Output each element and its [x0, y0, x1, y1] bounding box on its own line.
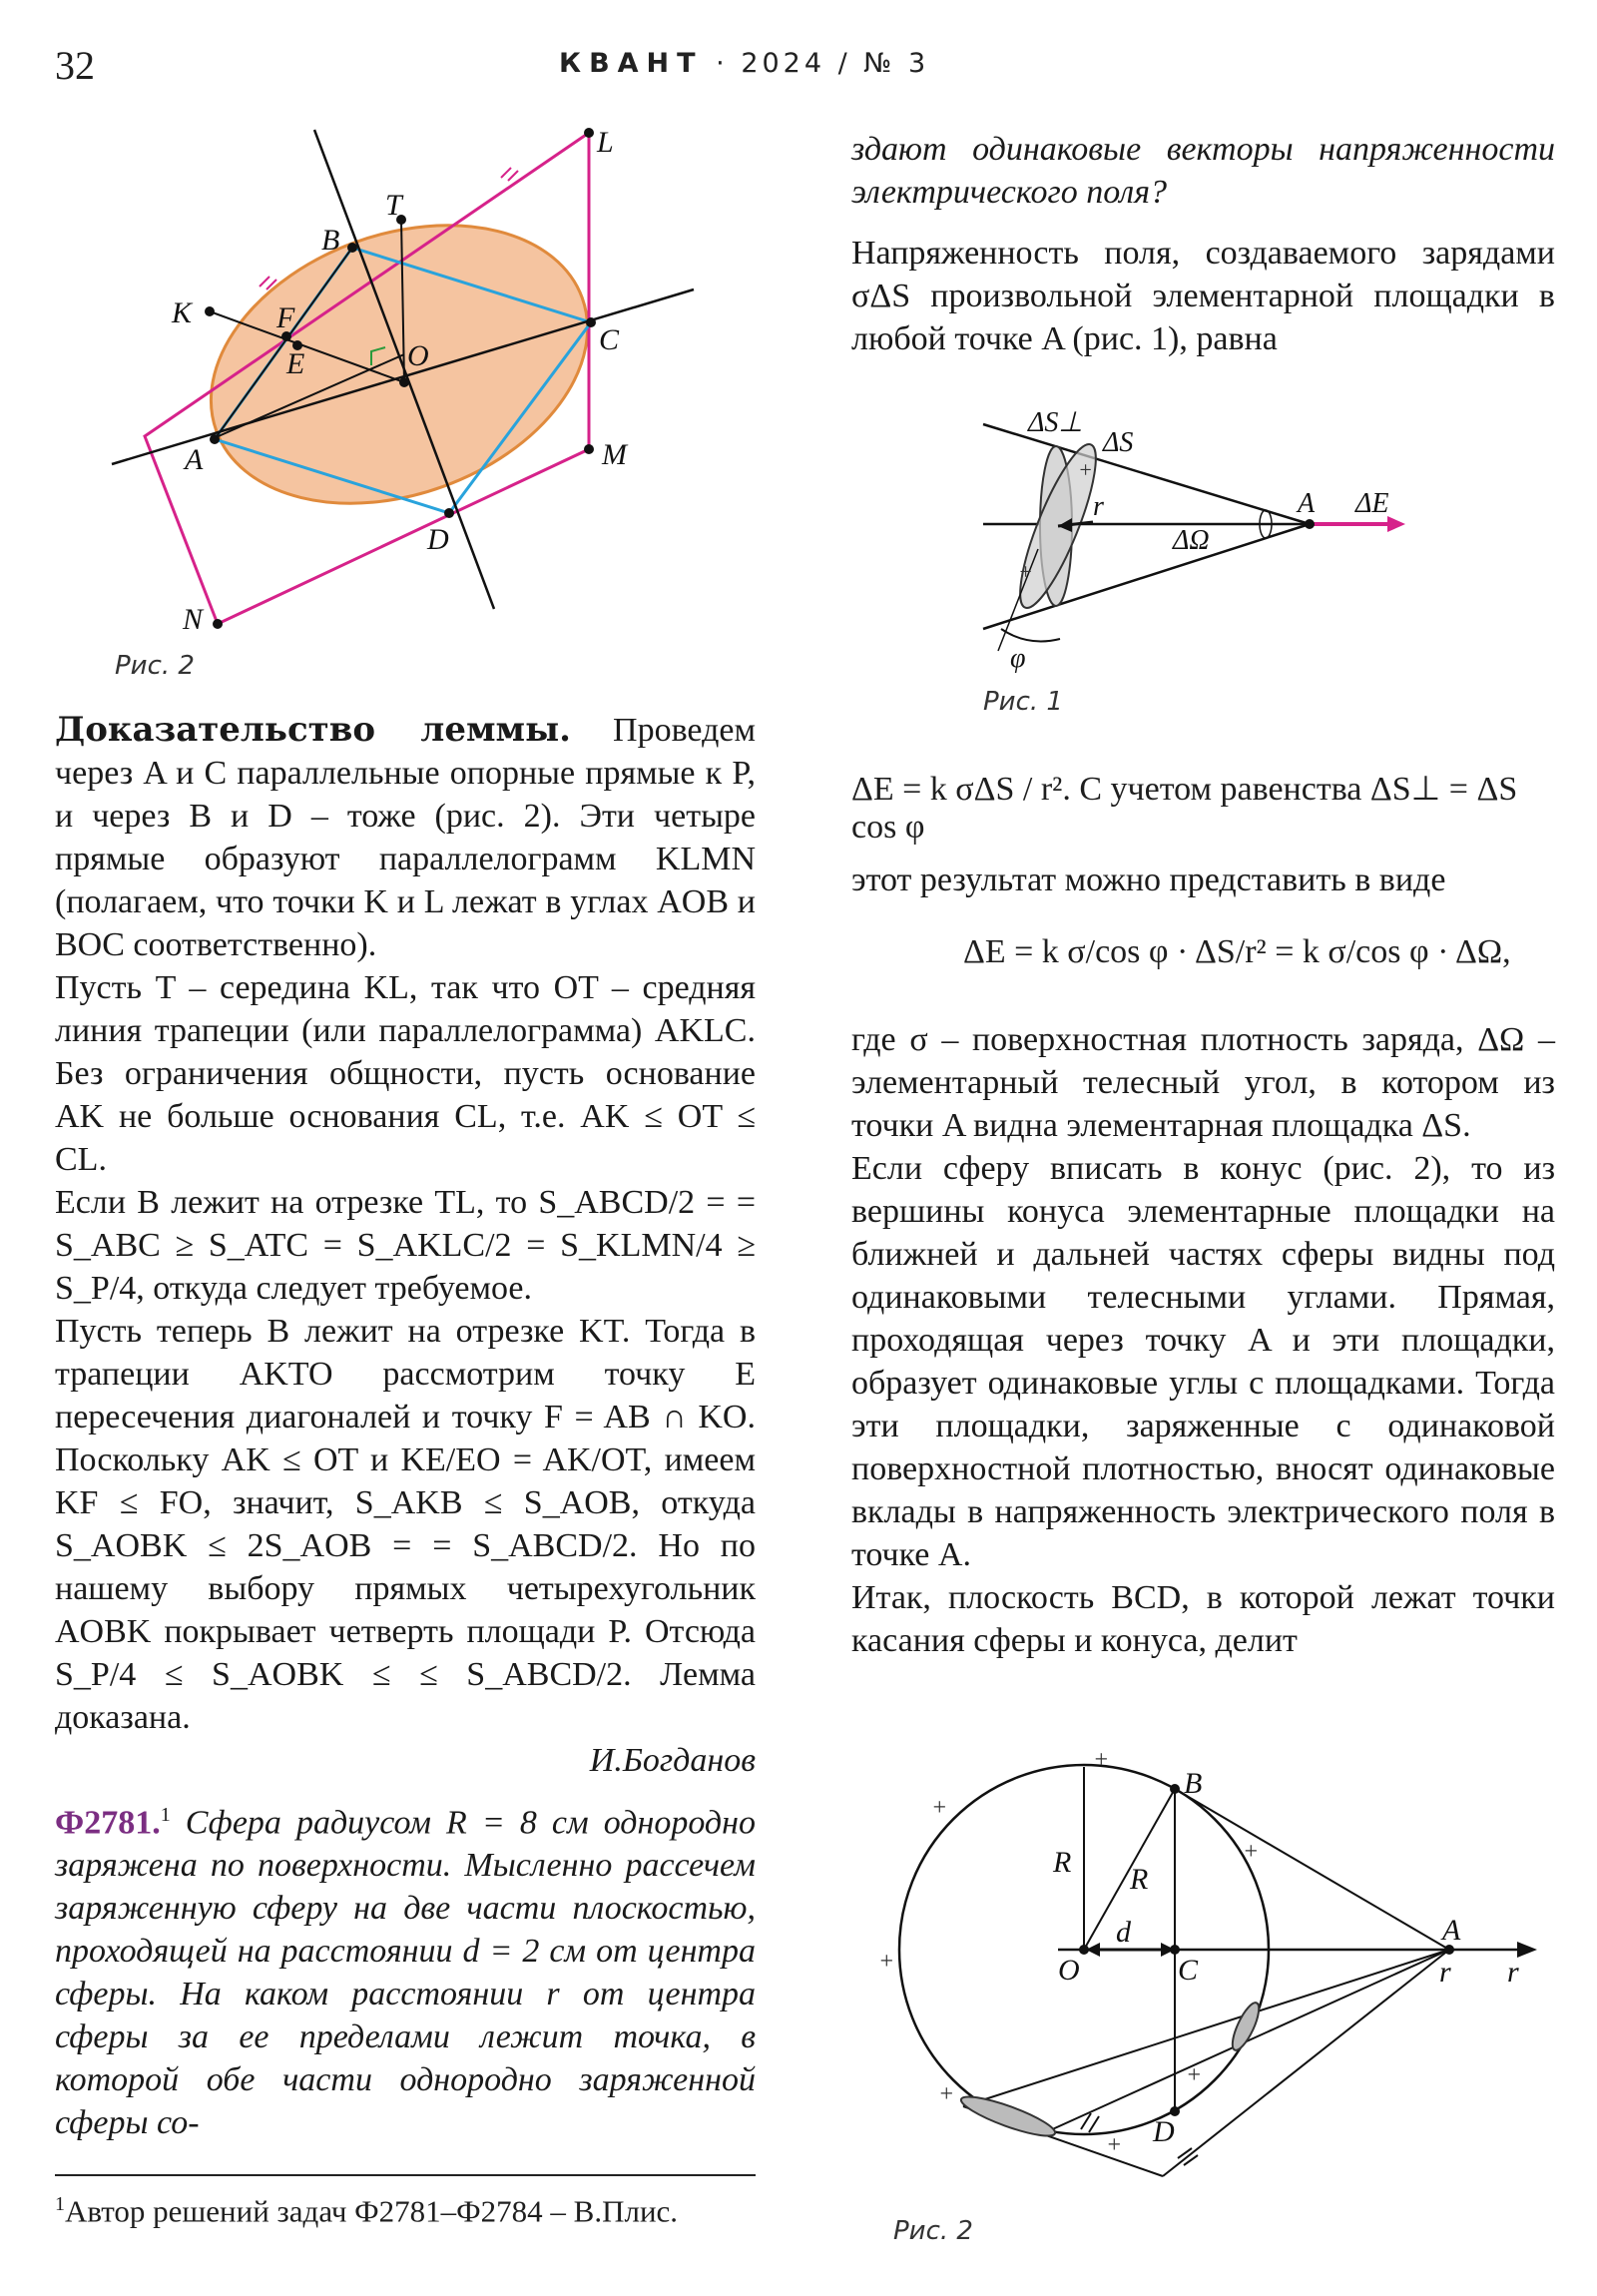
- label-D: D: [1153, 2115, 1175, 2148]
- label-R-diagonal: R: [1130, 1863, 1149, 1896]
- footnote: [55, 2184, 756, 2231]
- equation-1-left: ΔE = k σΔS / r²: [851, 771, 1063, 808]
- label-E: E: [286, 347, 305, 380]
- label-B: B: [321, 224, 340, 257]
- label-r-axis: r: [1507, 1956, 1519, 1989]
- ray-far-bottom: [1048, 1950, 1449, 2131]
- near-area-element: [1228, 2000, 1264, 2053]
- point-O: [399, 377, 409, 387]
- problem-text: Сфера радиусом R = 8 см однородно заряжена по поверхности. Мысленно рассечем заряженную сферу на две части плоскостью, проходящей на расстоянии d = 2 см от центра сферы. На каком расстоянии r от центра сферы за ее пределами лежит точка, в которой обе части однородно заряженной сферы со-: [55, 1804, 756, 2142]
- author-signature: И.Богданов: [589, 1742, 756, 1779]
- lemma-proof-para-1: [55, 709, 756, 966]
- angle-phi-arc: [1001, 629, 1060, 641]
- equation-1: [851, 769, 1555, 847]
- tick-mark: [501, 168, 511, 178]
- plus-sign: +: [931, 1795, 948, 1821]
- point-K: [205, 306, 215, 316]
- solution-para-3: где σ – поверхностная плотность заряда, ΔΩ – элементарный телесный угол, в котором из точки A видна элементарная площадка ΔS.: [851, 1021, 1555, 1144]
- figure-2-caption: Рис. 2: [893, 2216, 973, 2246]
- point-B: [347, 243, 357, 253]
- axis-arrowhead: [1517, 1942, 1537, 1958]
- tangent-AD: [1163, 1950, 1449, 2176]
- label-K: K: [172, 296, 193, 329]
- equation-2: ΔE = k σ/cos φ · ΔS/r² = k σ/cos φ · ΔΩ,: [963, 933, 1511, 970]
- tick-mark: [1089, 2116, 1099, 2132]
- right-column-top: [851, 128, 1555, 360]
- tick-mark: [260, 277, 269, 287]
- label-dS-perp: ΔS⊥: [1028, 407, 1083, 438]
- label-A: A: [1442, 1914, 1461, 1947]
- magazine-title: КВАНТ: [559, 48, 704, 79]
- lemma-proof-text-1: Проведем через A и C параллельные опорные прямые к P, и через B и D – тоже (рис. 2). Эти четыре прямые образуют параллелограмм KLMN (полагаем, что точки K и L лежат в углах AOB и BOC соответственно).: [55, 712, 756, 963]
- label-D: D: [427, 523, 449, 556]
- page-number: 32: [55, 43, 95, 88]
- plus-sign: +: [1078, 457, 1093, 482]
- label-N: N: [183, 603, 204, 629]
- solution-para-2: этот результат можно представить в виде: [851, 861, 1446, 898]
- lemma-proof-para-4: Пусть теперь B лежит на отрезке KT. Тогда в трапеции AKTO рассмотрим точку E пересечения диагоналей и точку F = AB ∩ KO. Поскольку AK ≤ OT и KE/EO = AK/OT, имеем KF ≤ FO, значит, S_AKB ≤ S_AOB, откуда S_AOBK ≤ 2S_AOB = = S_ABCD/2. Но по нашему выбору прямых четырехугольник AOBK покрывает четверть площади P. Отсюда S_P/4 ≤ S_AOBK ≤ ≤ S_ABCD/2. Лемма доказана.: [55, 1313, 756, 1736]
- tick-mark: [508, 171, 518, 181]
- figure-caption-left: Рис. 2: [115, 651, 195, 681]
- plus-sign: +: [938, 2081, 955, 2107]
- problem-id: Ф2781.: [55, 1804, 161, 1842]
- label-A: A: [185, 443, 204, 476]
- plus-sign: +: [1018, 559, 1033, 584]
- plus-sign: +: [1243, 1839, 1260, 1865]
- figure-1-caption: Рис. 1: [983, 687, 1063, 717]
- label-dOmega: ΔΩ: [1173, 525, 1210, 556]
- point-L: [584, 128, 594, 138]
- label-C: C: [1178, 1954, 1199, 1987]
- label-O: O: [1058, 1954, 1080, 1987]
- point-O: [1079, 1945, 1089, 1955]
- point-C: [586, 317, 596, 327]
- right-column-mid: [851, 859, 1555, 901]
- lemma-proof-heading: Доказательство леммы.: [55, 710, 571, 750]
- lemma-proof-para-2: Пусть T – середина KL, так что OT – средняя линия трапеции (или параллелограмма) AKLC. Без ограничения общности, пусть основание AK не больше основания CL, т.е. AK ≤ OT ≤ CL.: [55, 969, 756, 1178]
- plus-sign: +: [1106, 2132, 1123, 2158]
- point-A: [210, 434, 220, 444]
- ray-far-top: [963, 1950, 1449, 2106]
- tick-mark: [1178, 2148, 1192, 2158]
- vector-dE-arrowhead: [1387, 516, 1405, 532]
- label-r-point: r: [1439, 1956, 1451, 1989]
- label-L: L: [597, 126, 614, 159]
- issue-label: · 2024 / № 3: [716, 48, 930, 79]
- plus-sign: +: [1093, 1747, 1110, 1773]
- problem-statement: [55, 1794, 756, 2144]
- equation-1-text: . С учетом равенства ΔS⊥ = ΔS cos φ: [851, 771, 1518, 846]
- footnote-ref: 1: [160, 1804, 171, 1826]
- tangent-AB: [1175, 1789, 1449, 1950]
- problem-continuation: здают одинаковые векторы напряженности электрического поля?: [851, 131, 1555, 211]
- plus-sign: +: [1186, 2062, 1203, 2088]
- point-M: [584, 444, 594, 454]
- left-column: [55, 709, 756, 2144]
- point-N: [213, 619, 223, 629]
- label-A: A: [1298, 488, 1316, 519]
- label-B: B: [1184, 1767, 1203, 1800]
- right-column-body: [851, 1018, 1555, 1662]
- label-dE: ΔE: [1355, 488, 1389, 519]
- running-header: [559, 48, 1178, 79]
- lemma-figure: [60, 110, 719, 629]
- figure-1: [958, 399, 1417, 699]
- figure-2-sphere: [868, 1737, 1567, 2226]
- label-phi: φ: [1010, 643, 1026, 674]
- label-O: O: [407, 339, 429, 372]
- label-d: d: [1116, 1916, 1131, 1949]
- point-A: [1305, 519, 1315, 529]
- point-D: [444, 508, 454, 518]
- label-F: F: [276, 301, 295, 334]
- cone-edge-top: [983, 424, 1310, 524]
- footnote-rule: [55, 2174, 756, 2176]
- solution-para-1: Напряженность поля, создаваемого зарядами σΔS произвольной элементарной площадки в любой точке A (рис. 1), равна: [851, 235, 1555, 357]
- far-area-element: [958, 2090, 1059, 2143]
- footnote-mark: 1: [55, 2193, 65, 2215]
- label-C: C: [599, 323, 620, 356]
- footnote-text: Автор решений задач Ф2781–Ф2784 – В.Плис.: [65, 2193, 679, 2229]
- label-R-vertical: R: [1053, 1846, 1072, 1879]
- solution-para-4: Если сферу вписать в конус (рис. 2), то из вершины конуса элементарные площадки на ближней и дальней частях сферы видны под одинаковыми телесными углами. Прямая, проходящая через точку A и эти площадки, образует одинаковые углы с площадками. Тогда эти площадки, заряженные с одинаковой поверхностной плотностью, вносят одинаковые вклады в напряженность электрического поля в точке A.: [851, 1150, 1555, 1573]
- label-T: T: [385, 189, 402, 222]
- lemma-proof-para-3: Если B лежит на отрезке TL, то S_ABCD/2 = = S_ABC ≥ S_ATC = S_AKLC/2 = S_KLMN/4 ≥ S_P/4, откуда следует требуемое.: [55, 1184, 756, 1307]
- plus-sign: +: [878, 1949, 895, 1975]
- label-M: M: [602, 438, 627, 471]
- point-B: [1170, 1784, 1180, 1794]
- label-r: r: [1093, 491, 1104, 522]
- label-dS: ΔS: [1103, 427, 1134, 458]
- solution-para-5: Итак, плоскость BCD, в которой лежат точки касания сферы и конуса, делит: [851, 1579, 1555, 1659]
